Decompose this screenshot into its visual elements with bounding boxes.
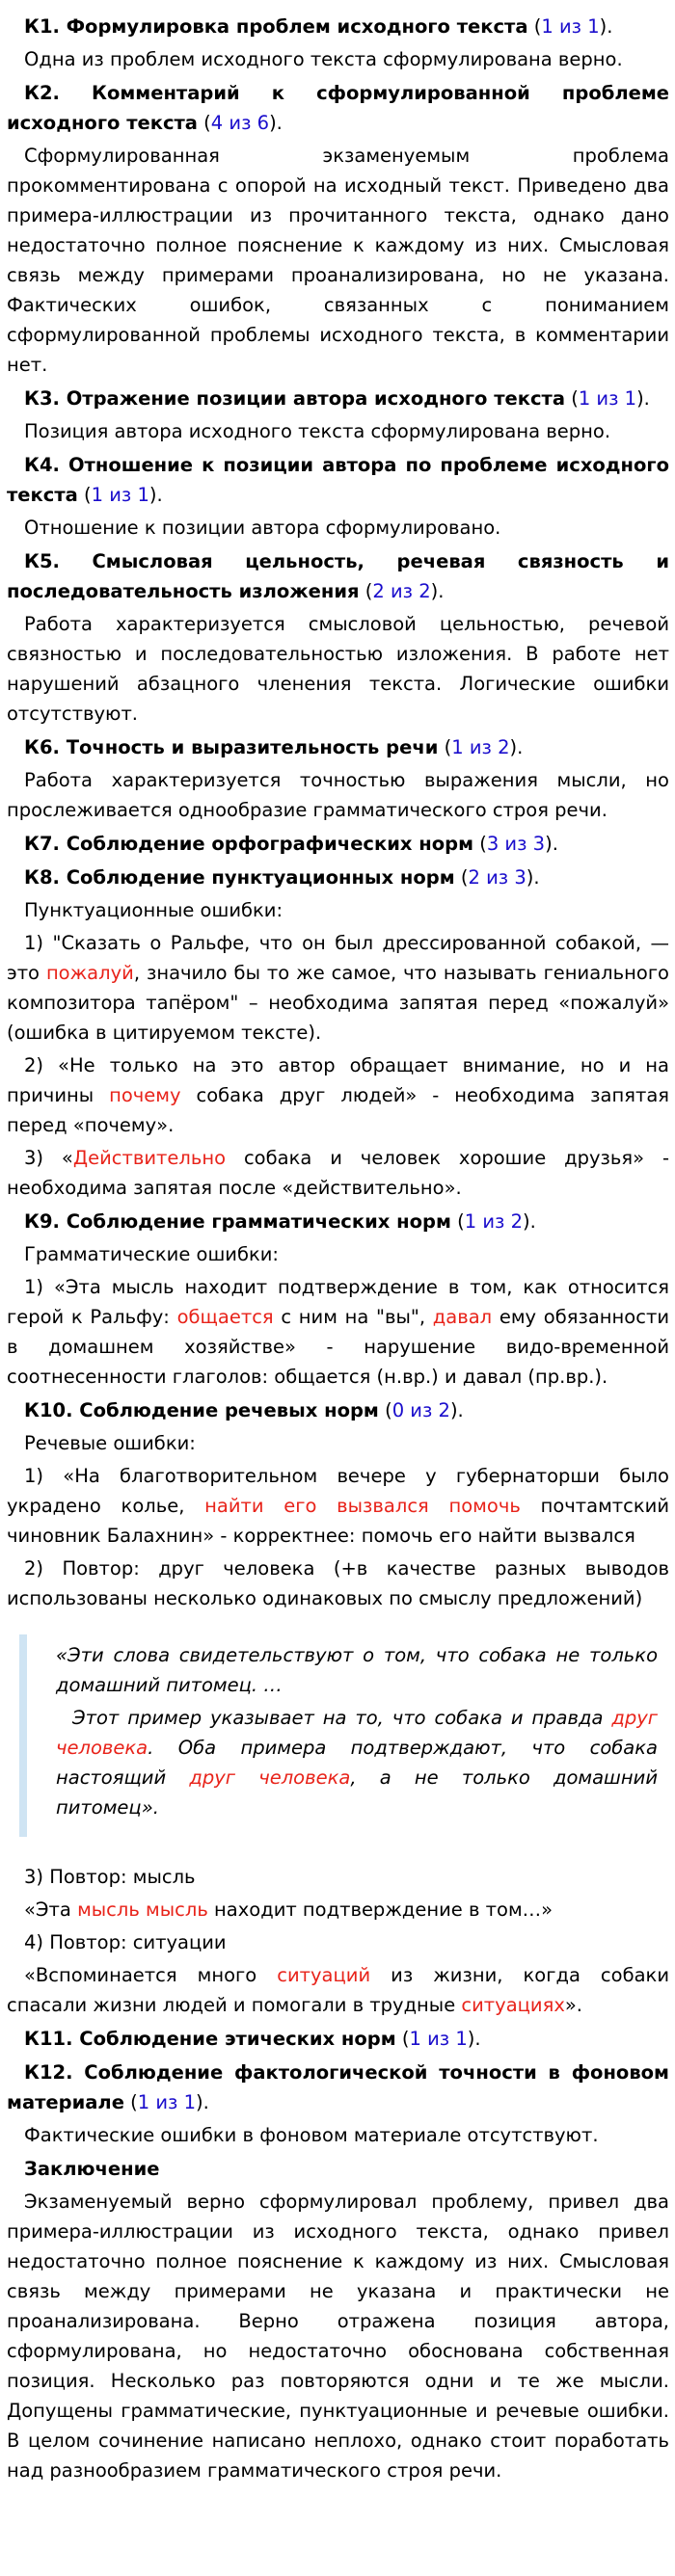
error-example <box>7 1960 669 2020</box>
quote-text: . Оба примера подтверждают, что собака настоящий <box>56 1737 658 1789</box>
criterion-score: 2 из 2 <box>372 580 431 602</box>
criterion-score: 1 из 2 <box>451 736 510 758</box>
error-highlight: давал <box>432 1306 493 1328</box>
criterion-heading: К11. Соблюдение этических норм (1 из 1). <box>24 2028 481 2050</box>
error-item <box>7 1461 669 1551</box>
quote-text: , а не только домашний питомец». <box>56 1766 658 1819</box>
criterion-heading: К12. Соблюдение фактологической точности в фоновом материале (1 из 1). <box>7 2061 669 2113</box>
criterion-score: 1 из 1 <box>409 2028 468 2050</box>
error-highlight: найти его вызвался помочь <box>204 1495 521 1517</box>
error-highlight: общается <box>176 1306 274 1328</box>
error-text: «Эта <box>24 1899 78 1921</box>
error-text: собака друг людей» - необходима запятая перед «почему». <box>7 1084 670 1136</box>
error-item <box>7 1050 669 1140</box>
error-text: 1) "Сказать о Ральфе, что он был дрессированной собакой, — это <box>7 932 669 984</box>
criterion-score: 4 из 6 <box>210 112 270 134</box>
criterion-title: К9. Соблюдение грамматических норм <box>24 1210 451 1233</box>
conclusion-title: Заключение <box>24 2158 160 2180</box>
criterion-title: К6. Точность и выразительность речи <box>24 736 439 758</box>
criterion-title: К11. Соблюдение этических норм <box>24 2028 396 2050</box>
error-text: ему обязанности в домашнем хозяйстве» - нарушение видо-временной соотнесенности глаголов: общается (н.вр.) и давал (пр.вр.). <box>7 1306 669 1388</box>
error-item: 4) Повтор: ситуации <box>24 1931 227 1953</box>
criterion-score: 1 из 1 <box>541 15 600 38</box>
criterion-heading: К9. Соблюдение грамматических норм (1 из 2). <box>24 1210 536 1233</box>
quote-text: Этот пример указывает на то, что собака и правда <box>72 1707 612 1729</box>
error-text: «Вспоминается много <box>24 1964 278 1986</box>
criterion-comment: Работа характеризуется смысловой цельностью, речевой связностью и последовательностью изложения. В работе нет нарушений абзацного членения текста. Логические ошибки отсутствуют. <box>7 613 669 725</box>
error-item: 3) Повтор: мысль <box>24 1866 196 1888</box>
error-item <box>7 1143 669 1203</box>
error-text: 1) «На благотворительном вечере у губернаторши было украдено колье, <box>7 1465 669 1517</box>
error-text: находит подтверждение в том…» <box>207 1899 554 1921</box>
criterion-heading: К1. Формулировка проблем исходного текста (1 из 1). <box>24 15 613 38</box>
criterion-title: К10. Соблюдение речевых норм <box>24 1399 379 1421</box>
errors-intro: Пунктуационные ошибки: <box>24 899 284 921</box>
criterion-title: К5. Смысловая цельность, речевая связность и последовательность изложения <box>7 550 669 602</box>
criterion-k8 <box>7 863 669 1203</box>
criterion-score: 2 из 3 <box>468 866 526 889</box>
criterion-comment: Сформулированная экзаменуемым проблема прокомментирована с опорой на исходный текст. Приведено два примера-иллюстрации из прочитанного текста, однако дано недостаточно полное пояснение к каждому из них. Смысловая связь между примерами проанализирована, но не указана. Фактических ошибок, связанных с пониманием сформулированной проблемы исходного текста, в комментарии нет. <box>7 145 669 376</box>
criterion-k11 <box>7 2024 669 2054</box>
error-highlight: мысль мысль <box>77 1899 208 1921</box>
criterion-title: К4. Отношение к позиции автора по проблеме исходного текста <box>7 454 669 506</box>
errors-intro: Речевые ошибки: <box>24 1432 196 1454</box>
criterion-k7 <box>7 829 669 859</box>
criterion-heading: К7. Соблюдение орфографических норм (3 из 3). <box>24 833 558 855</box>
criterion-heading: К6. Точность и выразительность речи (1 из 2). <box>24 736 524 758</box>
error-text: ». <box>564 1994 583 2016</box>
errors-intro: Грамматические ошибки: <box>24 1243 280 1265</box>
error-highlight: друг человека <box>56 1707 658 1759</box>
criterion-title: К8. Соблюдение пунктуационных норм <box>24 866 455 889</box>
error-text: 3) « <box>24 1147 73 1169</box>
error-item: 2) Повтор: друг человека (+в качестве разных выводов использованы несколько одинаковых по смыслу предложений) <box>7 1557 669 1609</box>
criterion-title: К3. Отражение позиции автора исходного текста <box>24 387 565 410</box>
error-highlight: пожалуй <box>45 962 134 984</box>
error-text: почтамтский чиновник Балахнин» - корректнее: помочь его найти вызвался <box>7 1495 669 1547</box>
criterion-k4 <box>7 450 669 543</box>
conclusion <box>7 2154 669 2485</box>
essay-quote <box>19 1634 669 1837</box>
criterion-title: К2. Комментарий к сформулированной проблеме исходного текста <box>7 82 669 134</box>
error-highlight: Действительно <box>72 1147 227 1169</box>
criterion-comment: Фактические ошибки в фоновом материале отсутствуют. <box>24 2124 599 2146</box>
error-item <box>7 1272 669 1392</box>
criterion-comment: Отношение к позиции автора сформулировано. <box>24 517 501 539</box>
error-example <box>7 1895 669 1925</box>
criterion-k3 <box>7 384 669 446</box>
conclusion-text: Экзаменуемый верно сформулировал проблему, привел два примера-иллюстрации из исходного текста, однако привел недостаточно полное пояснение к каждому из них. Смысловая связь между примерами не указана и практически не проанализирована. Верно отражена позиция автора, сформулирована, но недостаточно обоснована собственная позиция. Несколько раз повторяются одни и те же мысли. Допущены грамматические, пунктуационные и речевые ошибки. В целом сочинение написано неплохо, однако стоит поработать над разнообразием грамматического строя речи. <box>7 2191 669 2482</box>
criterion-title: К1. Формулировка проблем исходного текста <box>24 15 528 38</box>
error-highlight: почему <box>109 1084 181 1106</box>
error-highlight: друг человека <box>189 1766 351 1789</box>
quote-line <box>56 1703 658 1822</box>
criterion-heading: К10. Соблюдение речевых норм (0 из 2). <box>24 1399 464 1421</box>
criterion-heading: К3. Отражение позиции автора исходного текста (1 из 1). <box>24 387 650 410</box>
criterion-heading: К2. Комментарий к сформулированной проблеме исходного текста (4 из 6). <box>7 82 669 134</box>
criterion-comment: Одна из проблем исходного текста сформулирована верно. <box>24 48 623 70</box>
error-text: 1) «Эта мысль находит подтверждение в том, как относится герой к Ральфу: <box>7 1276 669 1328</box>
error-text: из жизни, когда собаки спасали жизни людей и помогали в трудные <box>7 1964 670 2016</box>
error-text: собака и человек хорошие друзья» - необходима запятая после «действительно». <box>7 1147 669 1199</box>
criterion-comment: Работа характеризуется точностью выражения мысли, но прослеживается однообразие грамматического строя речи. <box>7 769 669 821</box>
criterion-heading: К8. Соблюдение пунктуационных норм (2 из 3). <box>24 866 540 889</box>
conclusion-heading <box>7 2154 669 2184</box>
criterion-score: 0 из 2 <box>392 1399 450 1421</box>
criterion-title: К12. Соблюдение фактологической точности в фоновом материале <box>7 2061 669 2113</box>
criterion-score: 1 из 1 <box>578 387 637 410</box>
error-highlight: ситуациях <box>461 1994 565 2016</box>
criterion-k12 <box>7 2058 669 2150</box>
criterion-k1 <box>7 12 669 74</box>
criterion-score: 1 из 1 <box>91 484 149 506</box>
quote-line: «Эти слова свидетельствуют о том, что собака не только домашний питомец. … <box>56 1644 658 1696</box>
error-text: 2) «Не только на это автор обращает внимание, но и на причины <box>7 1054 669 1106</box>
criterion-heading: К4. Отношение к позиции автора по проблеме исходного текста (1 из 1). <box>7 454 669 506</box>
criterion-k5 <box>7 546 669 729</box>
criterion-k9 <box>7 1207 669 1392</box>
error-item <box>7 928 669 1048</box>
criterion-comment: Позиция автора исходного текста сформулирована верно. <box>24 420 611 442</box>
criterion-k6 <box>7 732 669 825</box>
error-text: , значило бы то же самое, что называть гениального композитора тапёром" – необходима запятая перед «пожалуй» (ошибка в цитируемом тексте). <box>7 962 669 1044</box>
criterion-score: 1 из 1 <box>137 2091 196 2113</box>
criterion-heading: К5. Смысловая цельность, речевая связность и последовательность изложения (2 из 2). <box>7 550 669 602</box>
criterion-score: 3 из 3 <box>486 833 546 855</box>
criterion-k2 <box>7 78 669 380</box>
criterion-k10 <box>7 1395 669 2020</box>
criterion-score: 1 из 2 <box>464 1210 523 1233</box>
error-highlight: ситуаций <box>277 1964 371 1986</box>
criterion-title: К7. Соблюдение орфографических норм <box>24 833 474 855</box>
error-text: с ним на "вы", <box>273 1306 433 1328</box>
